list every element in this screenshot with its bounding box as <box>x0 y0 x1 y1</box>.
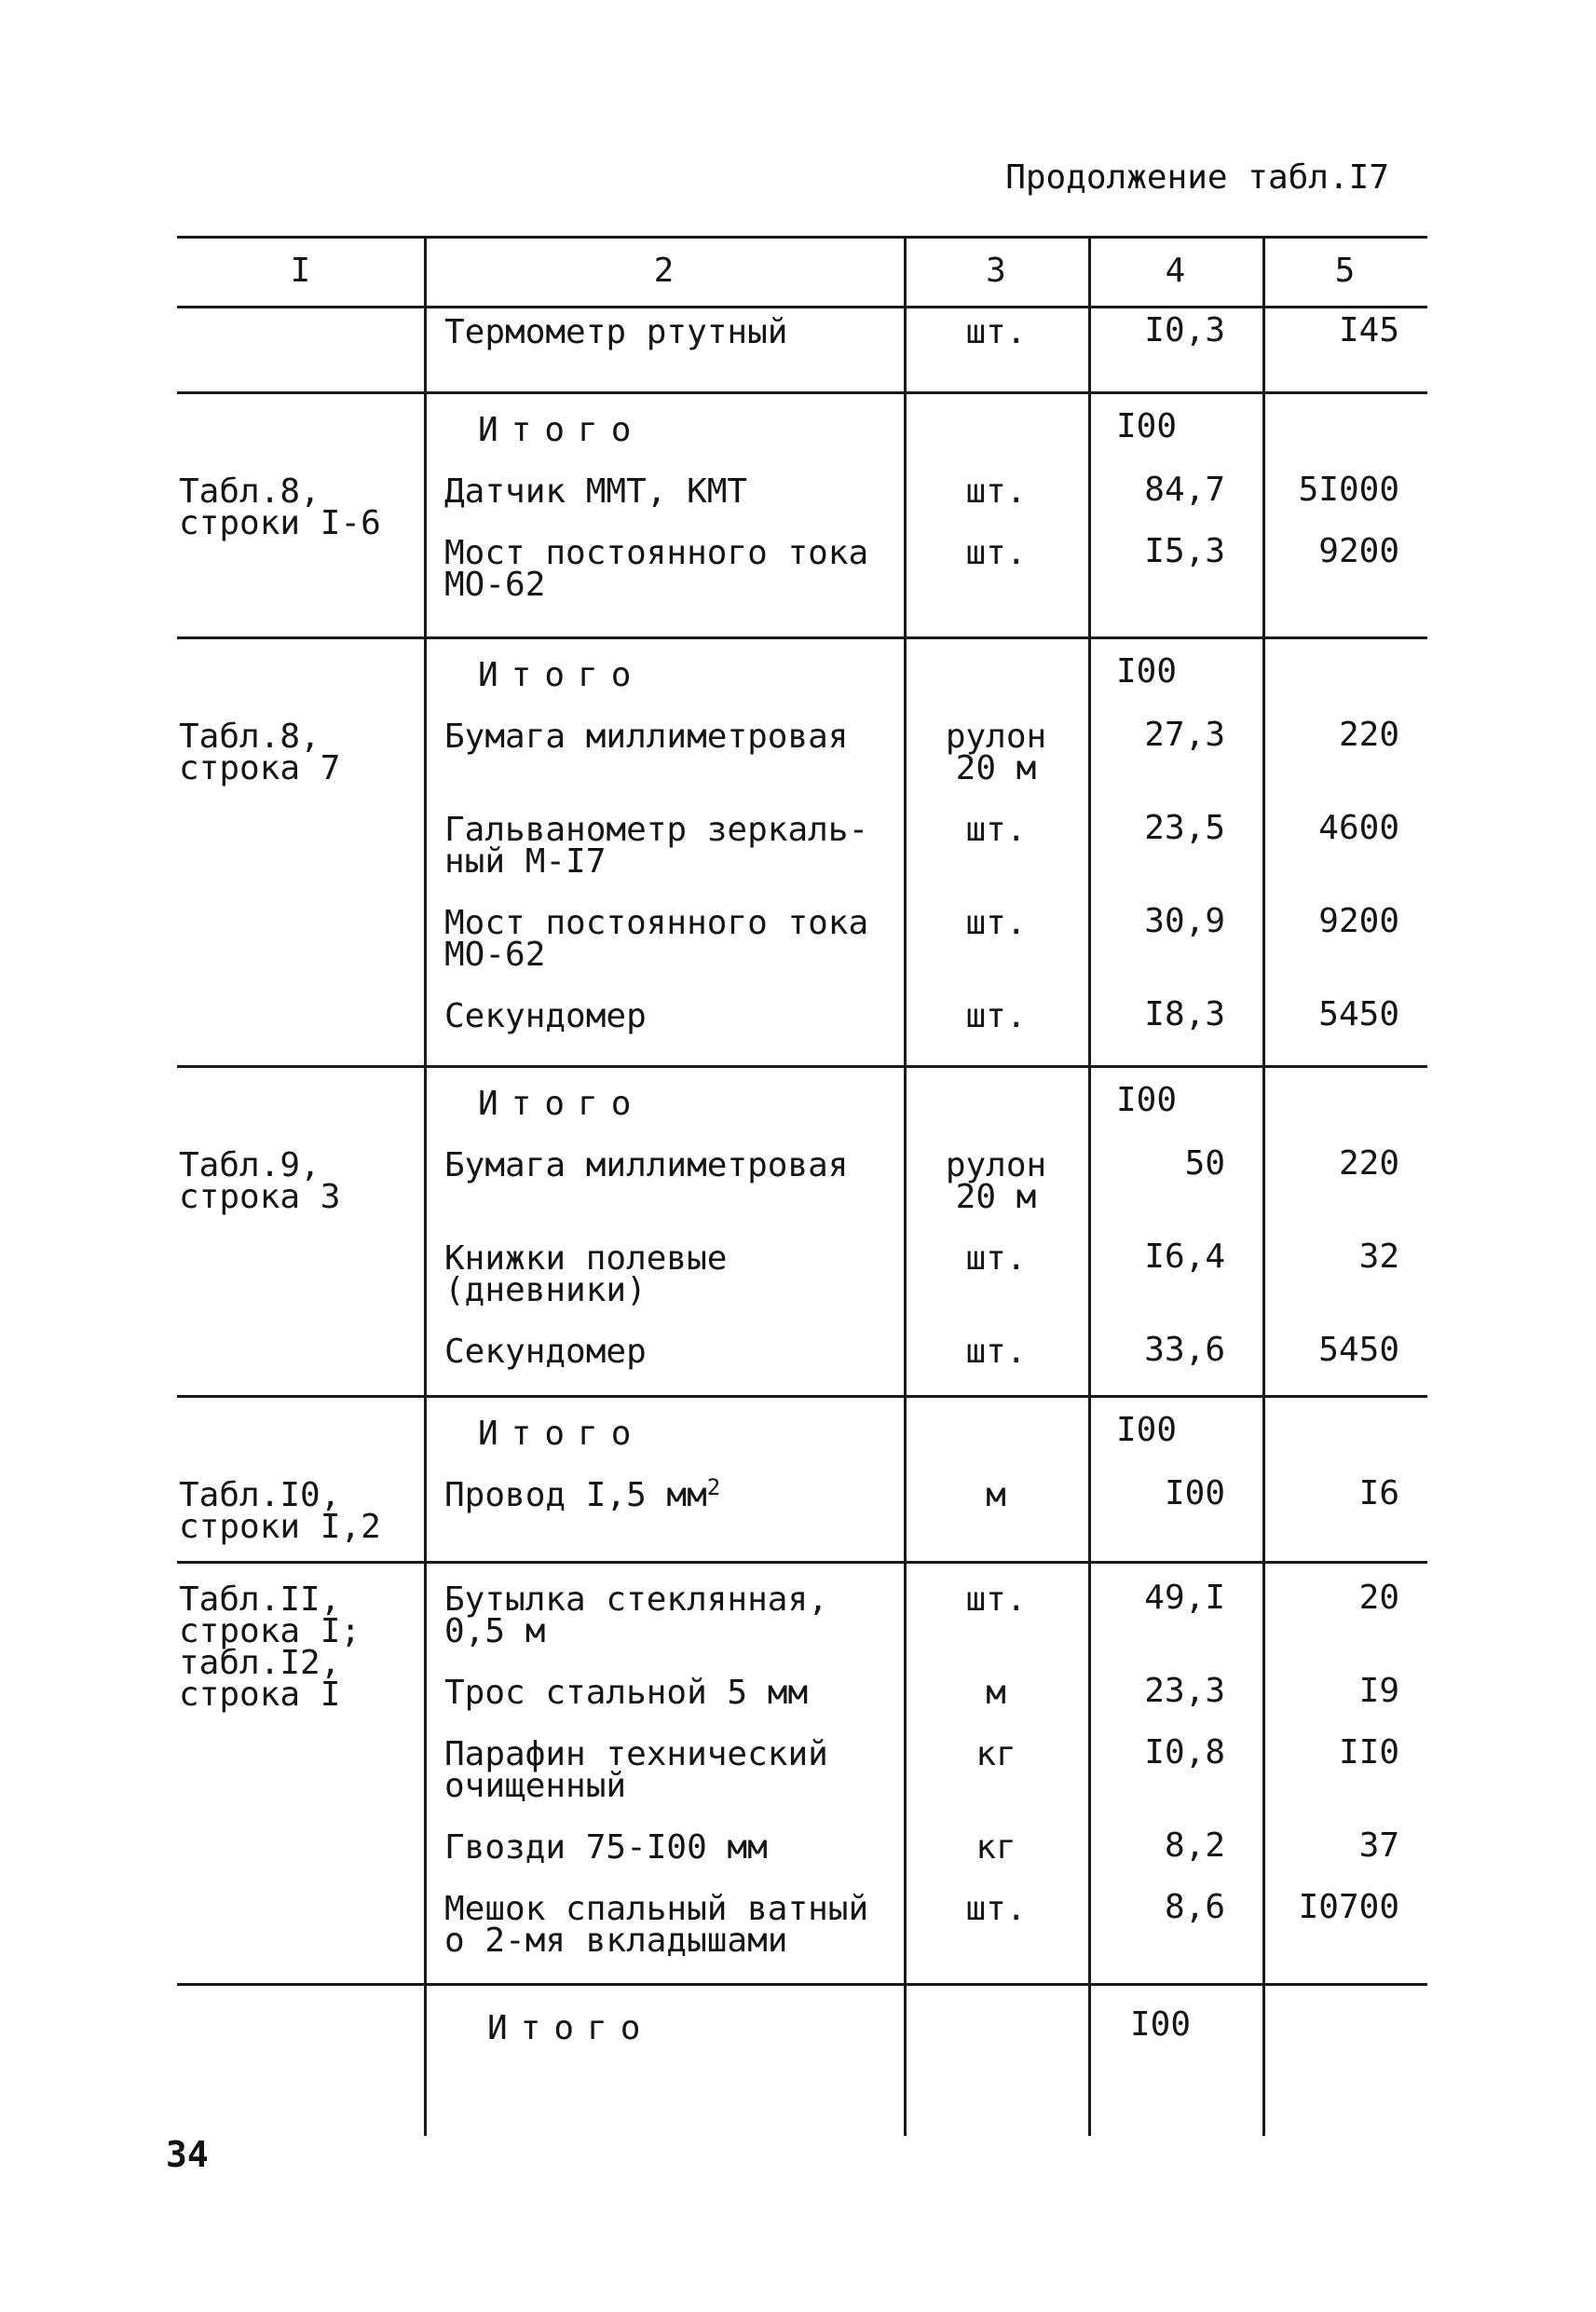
item-unit: м <box>986 1674 1006 1712</box>
item-price-value: 4600 <box>1318 809 1399 847</box>
item-price-value: II0 <box>1338 1733 1399 1772</box>
table-reference: строка 3 <box>179 1178 341 1216</box>
item-price-value: I0700 <box>1298 1888 1399 1926</box>
item-share-value: I5,3 <box>1144 532 1225 570</box>
item-unit: рулон <box>945 718 1047 756</box>
item-share-value: I0,8 <box>1144 1733 1225 1772</box>
item-share-value: I6,4 <box>1144 1238 1225 1276</box>
item-unit: шт. <box>965 1239 1027 1278</box>
table-reference: строки I-6 <box>179 504 381 542</box>
column-header-4: 4 <box>1165 252 1186 290</box>
item-price-value: 220 <box>1338 716 1399 754</box>
item-price-value: I45 <box>1338 311 1399 349</box>
item-unit: шт. <box>965 997 1027 1035</box>
total-label: Итого <box>478 1085 645 1123</box>
group-rule <box>177 1065 1427 1068</box>
item-price-value: 5450 <box>1318 1331 1399 1369</box>
item-unit: шт. <box>965 1890 1027 1928</box>
item-unit: 20 м <box>955 749 1037 787</box>
item-name: Секундомер <box>444 1333 647 1371</box>
column-header-3: 3 <box>986 252 1006 290</box>
item-share-value: I8,3 <box>1144 995 1225 1033</box>
item-price-value: 9200 <box>1318 902 1399 940</box>
table-reference: строки I,2 <box>179 1508 381 1546</box>
item-unit: шт. <box>965 1580 1027 1619</box>
total-value: I00 <box>1116 652 1178 691</box>
item-price-value: 37 <box>1358 1826 1399 1865</box>
item-name: Термометр ртутный <box>444 313 788 351</box>
table-top-rule <box>177 236 1427 239</box>
item-share-value: I0,3 <box>1144 311 1225 349</box>
table-reference: строка 7 <box>179 749 341 787</box>
item-unit: шт. <box>965 811 1027 849</box>
item-name: МО-62 <box>444 936 546 974</box>
item-name: Гвозди 75-I00 мм <box>444 1828 768 1867</box>
total-value: I00 <box>1116 1411 1178 1449</box>
item-name: ный М-I7 <box>444 842 607 881</box>
item-unit: шт. <box>965 1333 1027 1371</box>
item-unit: 20 м <box>955 1178 1037 1216</box>
item-name: 0,5 м <box>444 1612 546 1650</box>
table-reference: Табл.I0, <box>179 1476 341 1514</box>
item-price-value: 9200 <box>1318 532 1399 570</box>
item-share-value: 50 <box>1184 1144 1225 1183</box>
item-price-value: 5I000 <box>1298 471 1399 509</box>
item-share-value: 49,I <box>1144 1579 1225 1617</box>
item-price-value: I6 <box>1358 1474 1399 1512</box>
item-price-value: 220 <box>1338 1144 1399 1183</box>
table-reference: строка I <box>179 1676 341 1714</box>
table-reference: табл.I2, <box>179 1644 341 1682</box>
table-reference: Табл.9, <box>179 1146 321 1184</box>
group-rule <box>177 1395 1427 1398</box>
group-rule <box>177 1983 1427 1986</box>
column-header-5: 5 <box>1334 252 1356 290</box>
total-value: I00 <box>1116 1081 1178 1119</box>
total-label: Итого <box>478 411 645 449</box>
item-name: Бумага миллиметровая <box>444 1146 849 1184</box>
total-label: Итого <box>478 656 645 694</box>
item-name: Книжки полевые <box>444 1239 728 1278</box>
table-reference: строка I; <box>179 1612 361 1650</box>
item-name: Мост постоянного тока <box>444 534 869 572</box>
item-unit: шт. <box>965 534 1027 572</box>
item-share-value: I00 <box>1164 1474 1225 1512</box>
item-name: Секундомер <box>444 997 647 1035</box>
item-name: Бутылка стеклянная, <box>444 1580 828 1619</box>
item-share-value: 23,5 <box>1144 809 1225 847</box>
item-price-value: 32 <box>1358 1238 1399 1276</box>
item-name: Гальванометр зеркаль- <box>444 811 869 849</box>
item-unit: рулон <box>945 1146 1047 1184</box>
item-unit: шт. <box>965 904 1027 942</box>
item-share-value: 30,9 <box>1144 902 1225 940</box>
item-name: Мешок спальный ватный <box>444 1890 869 1928</box>
column-header-1: I <box>290 252 311 290</box>
total-label: Итого <box>478 1415 645 1453</box>
column-header-2: 2 <box>653 252 675 290</box>
item-share-value: 8,6 <box>1164 1888 1225 1926</box>
item-share-value: 27,3 <box>1144 716 1225 754</box>
page-number: 34 <box>166 2134 209 2175</box>
total-value: I00 <box>1116 407 1178 445</box>
item-name: Трос стальной 5 мм <box>444 1674 809 1712</box>
item-name: Парафин технический <box>444 1735 828 1773</box>
header-rule <box>177 306 1427 308</box>
superscript: 2 <box>706 1474 721 1500</box>
item-share-value: 8,2 <box>1164 1826 1225 1865</box>
item-unit: кг <box>975 1828 1016 1867</box>
group-rule <box>177 636 1427 639</box>
table-reference: Табл.II, <box>179 1580 341 1619</box>
item-unit: кг <box>975 1735 1016 1773</box>
table-reference: Табл.8, <box>179 472 321 511</box>
item-price-value: I9 <box>1358 1672 1399 1710</box>
item-name: о 2-мя вкладышами <box>444 1922 788 1960</box>
total-label: Итого <box>487 2009 654 2047</box>
item-unit: шт. <box>965 472 1027 511</box>
item-share-value: 84,7 <box>1144 471 1225 509</box>
item-share-value: 23,3 <box>1144 1672 1225 1710</box>
table-caption: Продолжение табл.I7 <box>1005 158 1389 197</box>
item-name: (дневники) <box>444 1271 647 1309</box>
item-unit: м <box>986 1476 1006 1514</box>
item-name: Бумага миллиметровая <box>444 718 849 756</box>
item-share-value: 33,6 <box>1144 1331 1225 1369</box>
item-name: очищенный <box>444 1767 627 1805</box>
item-unit: шт. <box>965 313 1027 351</box>
item-price-value: 5450 <box>1318 995 1399 1033</box>
item-name: Провод I,5 $мм^2$ <box>444 1474 721 1514</box>
total-value: I00 <box>1130 2005 1192 2044</box>
table-reference: Табл.8, <box>179 718 321 756</box>
item-name: МО-62 <box>444 566 546 604</box>
item-price-value: 20 <box>1358 1579 1399 1617</box>
item-name: Мост постоянного тока <box>444 904 869 942</box>
item-name: Датчик ММТ, КМТ <box>444 472 748 511</box>
column-divider-1 <box>424 236 427 2136</box>
group-rule <box>177 1561 1427 1564</box>
group-rule <box>177 391 1427 394</box>
